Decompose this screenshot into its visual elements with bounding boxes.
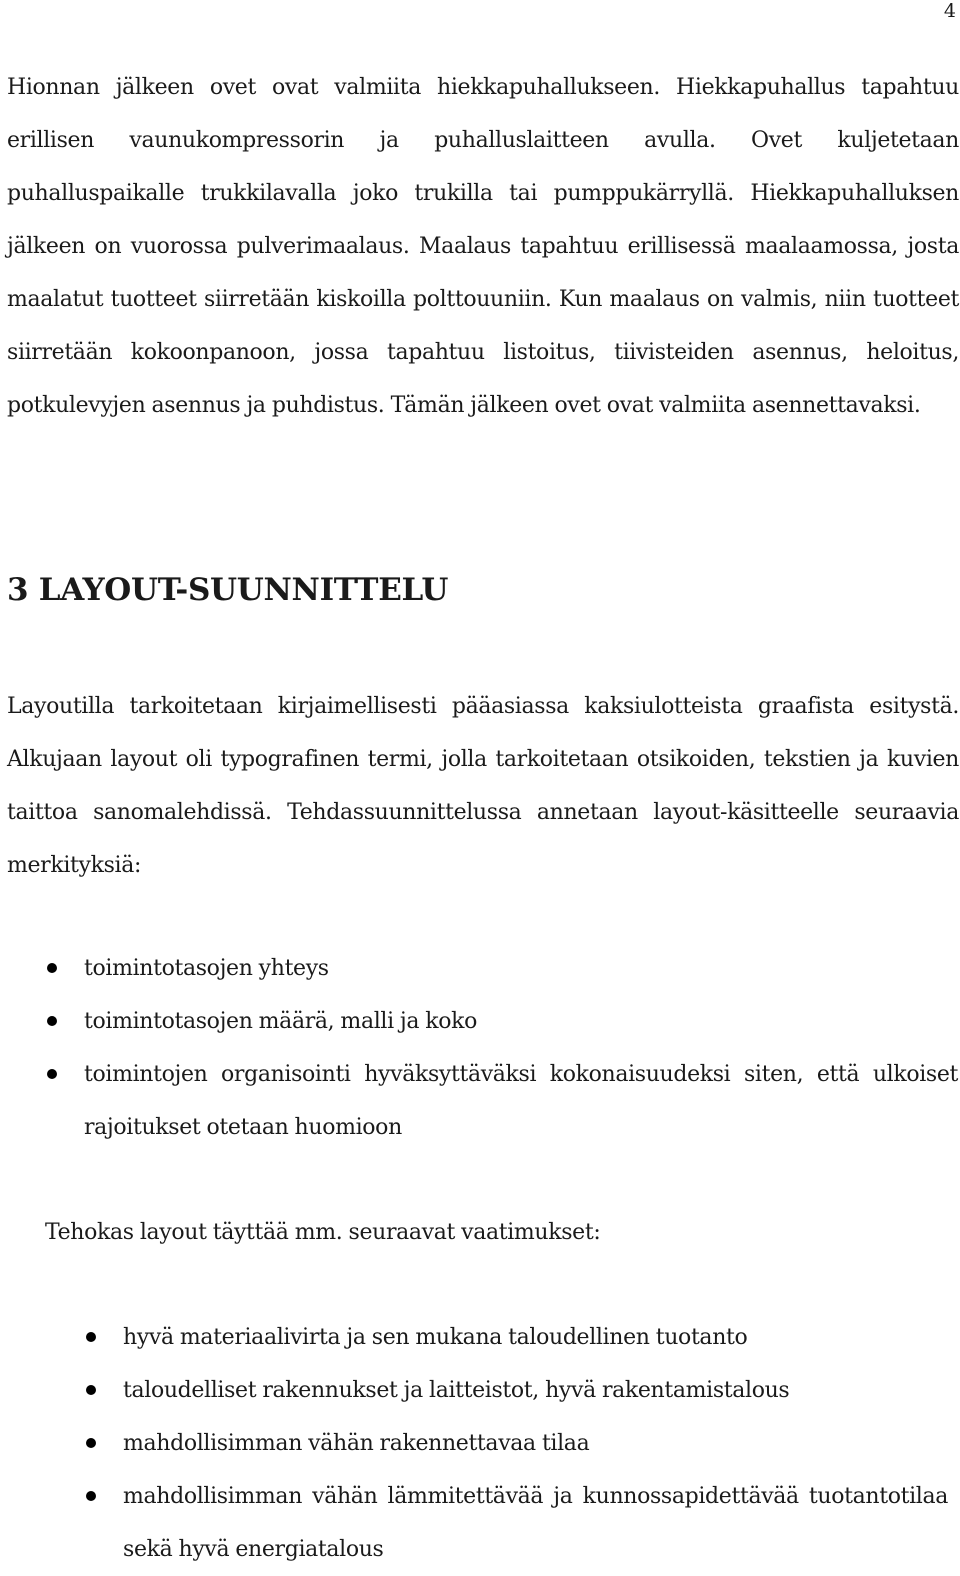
list-item: [84, 1048, 958, 1154]
list-item-text: toimintotasojen yhteys: [84, 956, 329, 981]
list-item-text: hyvä materiaalivirta ja sen mukana taloudellinen tuotanto: [123, 1325, 748, 1350]
bullet-icon: [47, 1069, 57, 1079]
layout-meanings-list: [84, 942, 958, 1154]
list-item: [123, 1364, 948, 1417]
bullet-icon: [86, 1491, 96, 1501]
list-item: [84, 942, 958, 995]
bullet-icon: [47, 1016, 57, 1026]
page-number: 4: [943, 0, 956, 22]
intro-paragraph: Hionnan jälkeen ovet ovat valmiita hiekkapuhallukseen. Hiekkapuhallus tapahtuu erillisen vaunukompressorin ja puhalluslaitteen avulla. Ovet kuljetetaan puhalluspaikalle trukkilavalla joko trukilla tai pumppukärryllä. Hiekkapuhalluksen jälkeen on vuorossa pulverimaalaus. Maalaus tapahtuu erillisessä maalaamossa, josta maalatut tuotteet siirretään kiskoilla polttouuniin. Kun maalaus on valmis, niin tuotteet siirretään kokoonpanoon, jossa tapahtuu listoitus, tiivisteiden asennus, heloitus, potkulevyjen asennus ja puhdistus. Tämän jälkeen ovet ovat valmiita asennettavaksi.: [7, 75, 959, 418]
list-item: [123, 1417, 948, 1470]
list-item-text: mahdollisimman vähän lämmitettävää ja kunnossapidettävää tuotantotilaa sekä hyvä energiatalous: [123, 1484, 948, 1562]
bullet-icon: [86, 1385, 96, 1395]
list-item: [123, 1470, 948, 1576]
list-item-text: toimintojen organisointi hyväksyttäväksi kokonaisuudeksi siten, että ulkoiset rajoitukset otetaan huomioon: [84, 1062, 958, 1140]
bullet-icon: [47, 963, 57, 973]
section-heading: 3 LAYOUT-SUUNNITTELU: [7, 572, 449, 608]
bullet-icon: [86, 1438, 96, 1448]
list-item-text: mahdollisimman vähän rakennettavaa tilaa: [123, 1431, 590, 1456]
list-item-text: toimintotasojen määrä, malli ja koko: [84, 1009, 478, 1034]
list-item: [123, 1311, 948, 1364]
requirements-list: [123, 1311, 948, 1576]
requirements-intro: Tehokas layout täyttää mm. seuraavat vaatimukset:: [45, 1220, 601, 1245]
bullet-icon: [86, 1332, 96, 1342]
list-item-text: taloudelliset rakennukset ja laitteistot, hyvä rakentamistalous: [123, 1378, 790, 1403]
list-item: [84, 995, 958, 1048]
definition-paragraph: Layoutilla tarkoitetaan kirjaimellisesti pääasiassa kaksiulotteista graafista esitystä. Alkujaan layout oli typografinen termi, jolla tarkoitetaan otsikoiden, tekstien ja kuvien taittoa sanomalehdissä. Tehdassuunnittelussa annetaan layout-käsitteelle seuraavia merkityksiä:: [7, 694, 959, 878]
